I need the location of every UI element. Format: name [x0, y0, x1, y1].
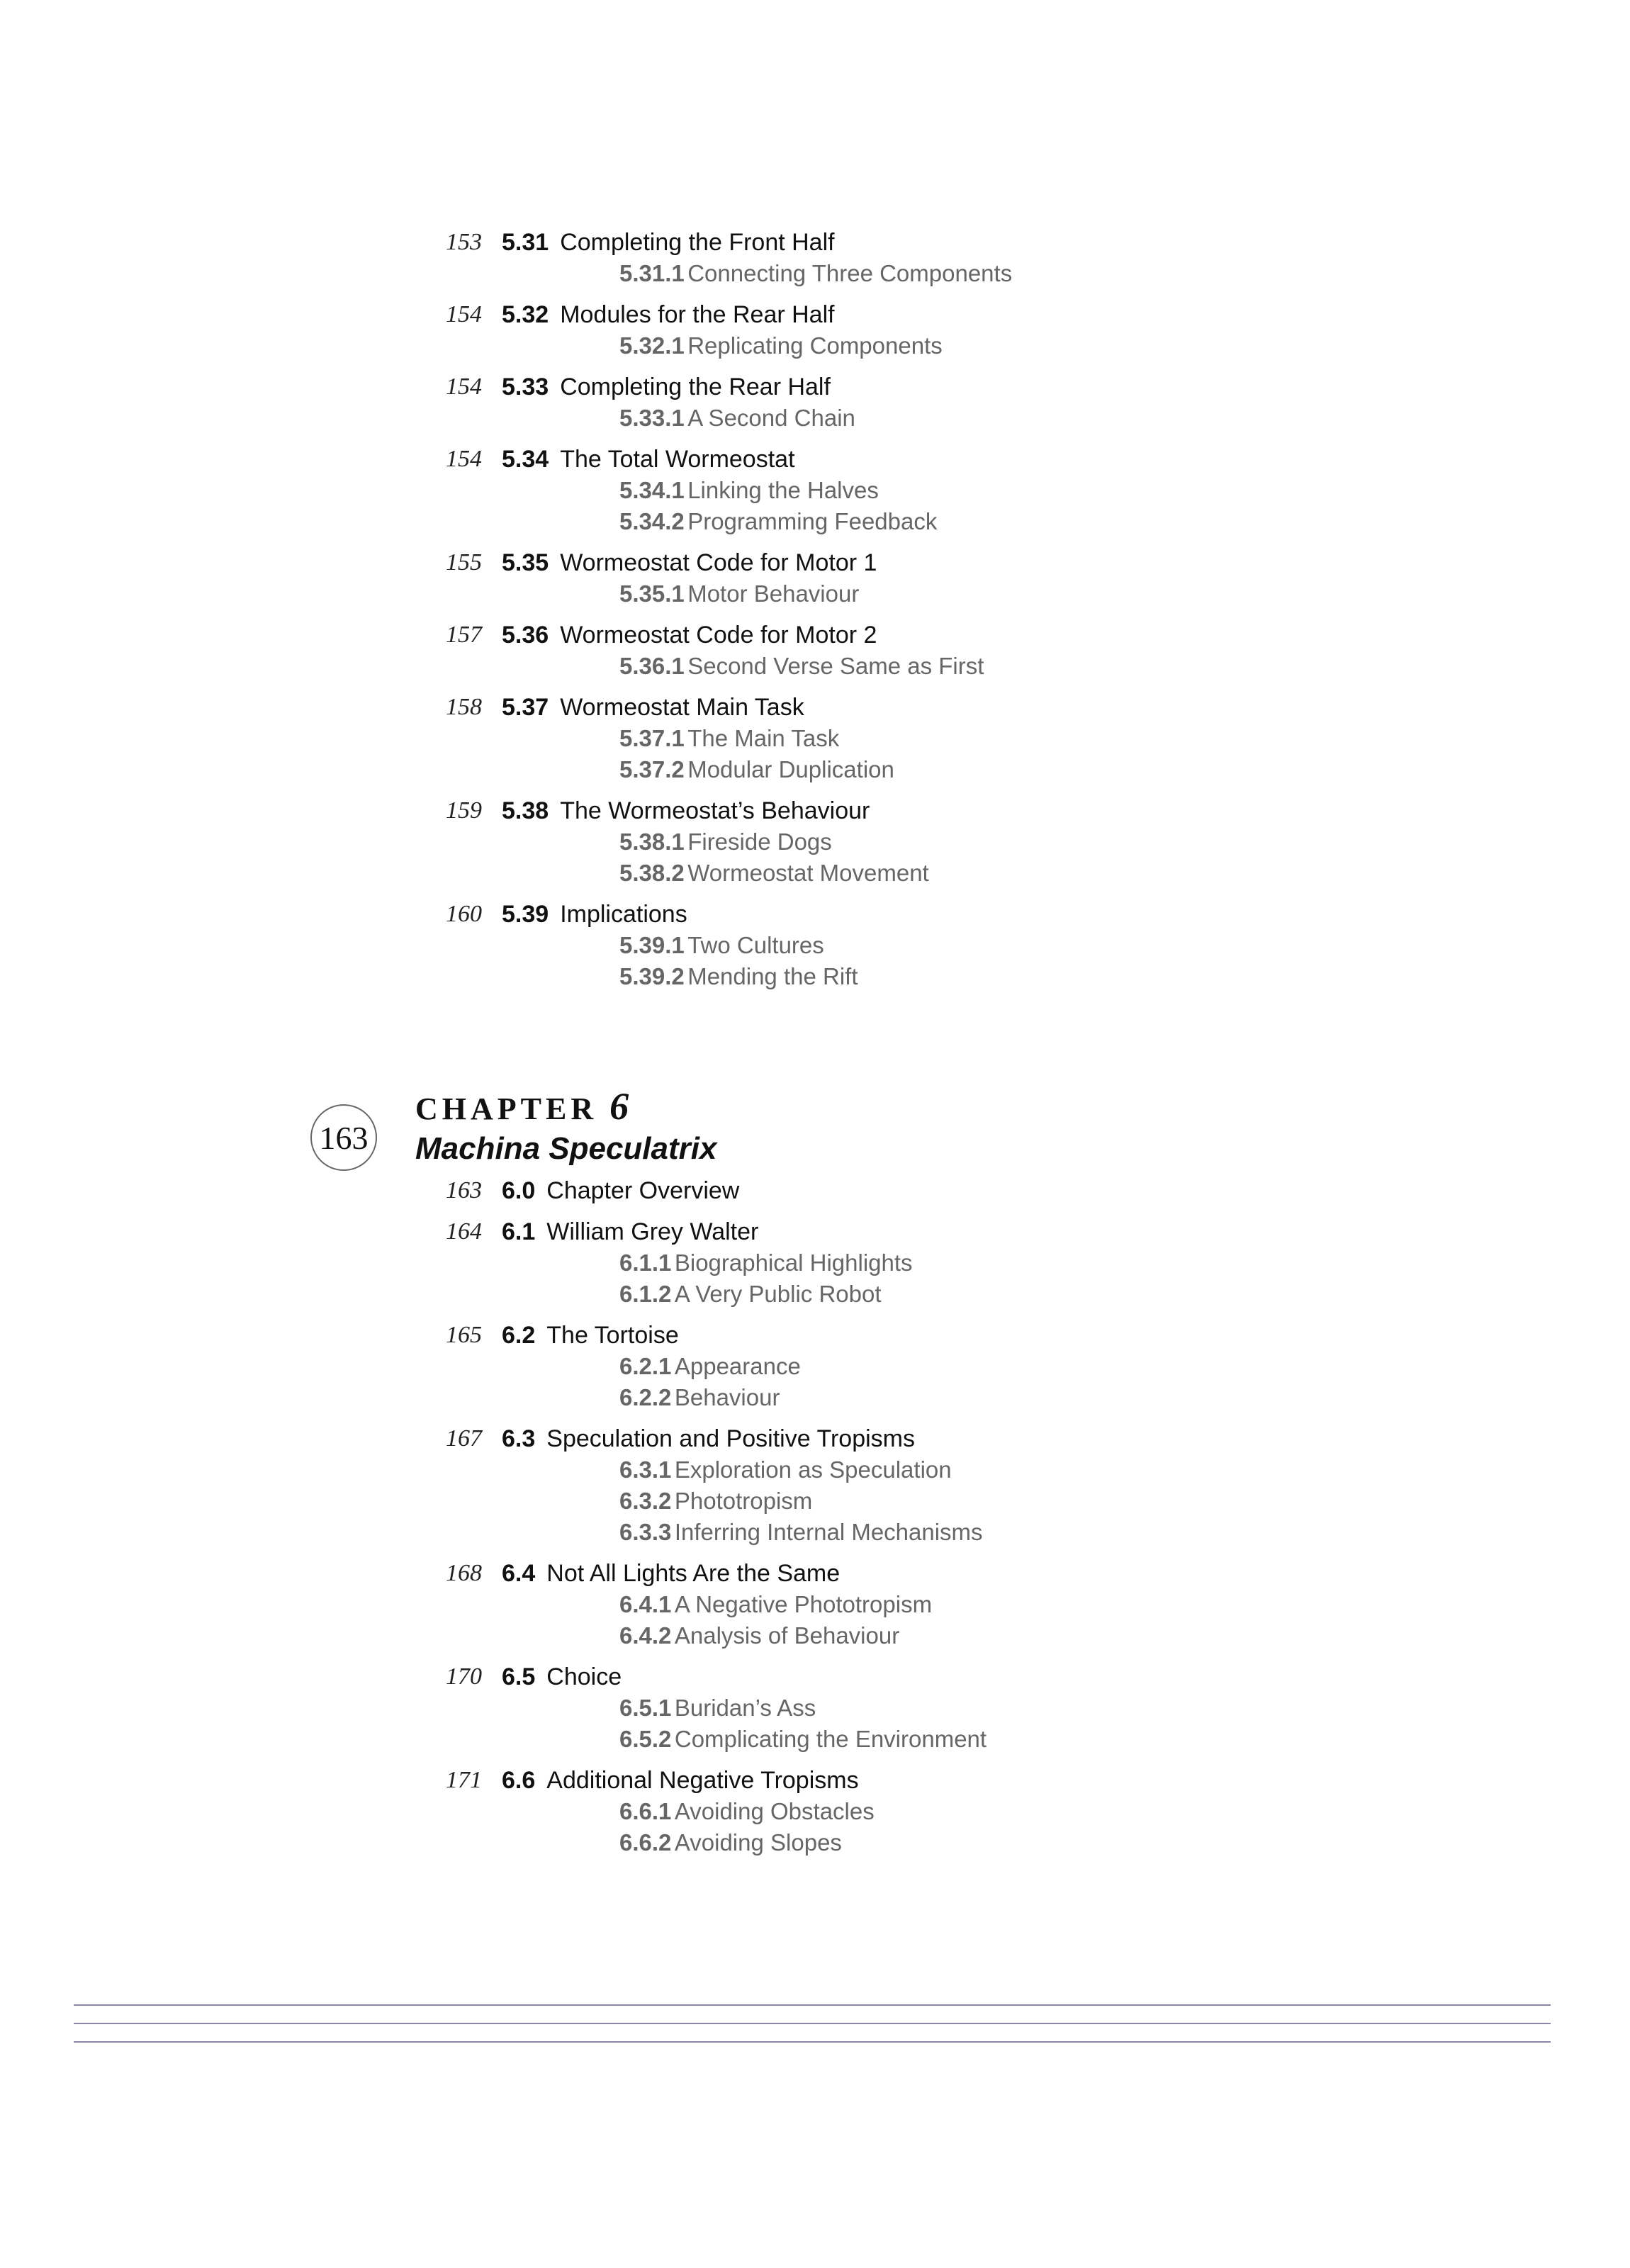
toc-section-number: 6.3	[502, 1425, 536, 1452]
footer-rule	[74, 2023, 1551, 2024]
toc-subsection-title: Connecting Three Components	[687, 260, 1013, 286]
chapter-page-badge	[310, 1104, 377, 1171]
toc-section-title-wrap	[546, 1216, 758, 1247]
toc-subsection-row[interactable]	[0, 1517, 1630, 1548]
toc-subsection-number: 6.2.1	[619, 1353, 672, 1379]
toc-subsection-title: Biographical Highlights	[674, 1250, 913, 1276]
toc-section-title: Implications	[560, 901, 687, 928]
toc-subsection-row[interactable]	[0, 1620, 1630, 1651]
toc-subsection-content	[619, 1827, 842, 1858]
toc-subsection-row[interactable]	[0, 403, 1630, 434]
toc-section-title-wrap	[560, 444, 794, 475]
toc-subsection-content	[619, 1796, 875, 1827]
toc-section-title-wrap	[560, 299, 834, 330]
toc-section-title-wrap	[546, 1558, 840, 1589]
toc-subsection-title: Inferring Internal Mechanisms	[674, 1519, 983, 1545]
toc-subsection-title: Exploration as Speculation	[674, 1456, 952, 1483]
toc-subsection-number: 6.3.3	[619, 1519, 672, 1545]
toc-subsection-content	[619, 826, 832, 858]
toc-section-title: Wormeostat Code for Motor 2	[560, 622, 877, 649]
chapter-heading	[415, 1084, 629, 1128]
toc-subsection-number: 6.5.1	[619, 1695, 672, 1721]
toc-section-title: Chapter Overview	[546, 1177, 740, 1204]
toc-subsection-row[interactable]	[0, 651, 1630, 682]
toc-page-number: 153	[446, 229, 482, 255]
toc-section-number: 5.34	[502, 446, 549, 473]
toc-entry	[0, 795, 1630, 889]
toc-section-title-wrap	[546, 1661, 622, 1692]
toc-entry	[0, 444, 1630, 537]
toc-subsection-title: Fireside Dogs	[687, 829, 832, 855]
toc-subsection-title: A Second Chain	[687, 405, 855, 431]
toc-entry	[0, 1661, 1630, 1755]
toc-section-title: Wormeostat Code for Motor 1	[560, 549, 877, 576]
toc-subsection-title: Replicating Components	[687, 332, 943, 359]
toc-page-number: 155	[446, 549, 482, 576]
toc-subsection-number: 5.37.2	[619, 756, 685, 782]
toc-section-title: Speculation and Positive Tropisms	[546, 1425, 915, 1452]
toc-subsection-content	[619, 1454, 952, 1486]
toc-subsection-title: Appearance	[674, 1353, 801, 1379]
toc-entry	[0, 1423, 1630, 1548]
toc-subsection-content	[619, 403, 855, 434]
toc-section-title-wrap	[560, 795, 870, 826]
toc-section-title: Choice	[546, 1663, 622, 1690]
toc-subsection-title: The Main Task	[687, 725, 840, 751]
toc-entry	[0, 371, 1630, 434]
toc-subsection-title: Modular Duplication	[687, 756, 894, 782]
toc-section-title: Modules for the Rear Half	[560, 301, 835, 328]
chapter-label: CHAPTER	[415, 1091, 598, 1126]
toc-subsection-number: 6.1.2	[619, 1281, 672, 1307]
toc-subsection-content	[619, 506, 937, 537]
toc-section-number: 5.31	[502, 229, 549, 256]
toc-subsection-title: A Very Public Robot	[674, 1281, 882, 1307]
toc-subsection-number: 5.34.2	[619, 508, 685, 534]
toc-section-number: 5.33	[502, 374, 549, 400]
toc-page-number: 154	[446, 301, 482, 327]
toc-subsection-content	[619, 723, 839, 754]
toc-section-row[interactable]	[0, 1423, 1630, 1454]
toc-subsection-number: 6.2.2	[619, 1384, 672, 1410]
toc-subsection-content	[619, 1517, 983, 1548]
toc-subsection-row[interactable]	[0, 723, 1630, 754]
toc-subsection-number: 6.3.1	[619, 1456, 672, 1483]
toc-section-number: 6.6	[502, 1767, 536, 1794]
toc-subsection-row[interactable]	[0, 578, 1630, 610]
toc-subsection-number: 5.35.1	[619, 580, 685, 607]
toc-subsection-number: 5.39.1	[619, 932, 685, 958]
toc-subsection-content	[619, 754, 894, 785]
toc-subsection-content	[619, 1382, 780, 1413]
toc-page-number: 157	[446, 622, 482, 648]
toc-subsection-number: 5.38.1	[619, 829, 685, 855]
toc-entry	[0, 299, 1630, 361]
toc-entry	[0, 692, 1630, 785]
toc-subsection-title: Complicating the Environment	[674, 1726, 987, 1752]
toc-subsection-content	[619, 475, 879, 506]
toc-subsection-number: 5.36.1	[619, 653, 685, 679]
toc-section-row[interactable]	[0, 1320, 1630, 1351]
toc-subsection-row[interactable]	[0, 258, 1630, 289]
toc-subsection-row[interactable]	[0, 1351, 1630, 1382]
toc-section-title-wrap	[560, 692, 804, 723]
toc-entry	[0, 547, 1630, 610]
toc-section-title-wrap	[560, 227, 834, 258]
toc-subsection-title: Avoiding Slopes	[674, 1829, 842, 1856]
toc-subsection-row[interactable]	[0, 1382, 1630, 1413]
toc-section-title: Completing the Rear Half	[560, 374, 831, 400]
toc-subsection-row[interactable]	[0, 1692, 1630, 1724]
toc-subsection-number: 5.34.1	[619, 477, 685, 503]
toc-page-number: 154	[446, 446, 482, 472]
toc-subsection-row[interactable]	[0, 1827, 1630, 1858]
toc-section-row[interactable]	[0, 899, 1630, 930]
toc-page-number: 170	[446, 1663, 482, 1690]
toc-page-number: 163	[446, 1177, 482, 1203]
toc-page-number: 171	[446, 1767, 482, 1793]
toc-section-row[interactable]	[0, 444, 1630, 475]
toc-subsection-row[interactable]	[0, 930, 1630, 961]
toc-page-number: 159	[446, 797, 482, 824]
toc-section-row[interactable]	[0, 1175, 1630, 1206]
toc-subsection-row[interactable]	[0, 1589, 1630, 1620]
toc-section-row[interactable]	[0, 227, 1630, 258]
toc-section-row[interactable]	[0, 547, 1630, 578]
toc-subsection-number: 6.4.1	[619, 1591, 672, 1617]
toc-subsection-row[interactable]	[0, 858, 1630, 889]
chapter-number: 6	[609, 1085, 629, 1128]
toc-entry	[0, 227, 1630, 289]
toc-subsection-row[interactable]	[0, 1724, 1630, 1755]
toc-subsection-number: 5.31.1	[619, 260, 685, 286]
toc-entry	[0, 1175, 1630, 1206]
toc-subsection-content	[619, 330, 943, 361]
toc-subsection-content	[619, 930, 824, 961]
toc-section-number: 6.5	[502, 1663, 536, 1690]
toc-section-title: Completing the Front Half	[560, 229, 835, 256]
toc-entry	[0, 619, 1630, 682]
toc-section-title: The Tortoise	[546, 1322, 679, 1349]
toc-subsection-number: 6.3.2	[619, 1488, 672, 1514]
toc-section-title: Additional Negative Tropisms	[546, 1767, 859, 1794]
toc-subsection-title: Programming Feedback	[687, 508, 938, 534]
toc-subsection-title: A Negative Phototropism	[674, 1591, 933, 1617]
toc-subsection-row[interactable]	[0, 1486, 1630, 1517]
toc-subsection-content	[619, 1692, 816, 1724]
toc-section-row[interactable]	[0, 619, 1630, 651]
toc-entry	[0, 899, 1630, 992]
toc-subsection-title: Second Verse Same as First	[687, 653, 984, 679]
toc-entry	[0, 1765, 1630, 1858]
toc-page-number: 160	[446, 901, 482, 927]
footer-rule	[74, 2004, 1551, 2006]
toc-subsection-number: 6.5.2	[619, 1726, 672, 1752]
toc-section-title-wrap	[560, 547, 877, 578]
toc-subsection-row[interactable]	[0, 475, 1630, 506]
toc-subsection-row[interactable]	[0, 1454, 1630, 1486]
toc-section-title-wrap	[546, 1320, 678, 1351]
toc-subsection-title: Analysis of Behaviour	[674, 1622, 900, 1649]
toc-subsection-title: Buridan’s Ass	[674, 1695, 816, 1721]
toc-subsection-content	[619, 578, 859, 610]
toc-subsection-content	[619, 1620, 899, 1651]
toc-section-title: The Wormeostat’s Behaviour	[560, 797, 870, 824]
toc-page-number: 167	[446, 1425, 482, 1452]
toc-section-number: 5.36	[502, 622, 549, 649]
toc-section-6	[0, 1175, 1630, 1868]
toc-section-title-wrap	[560, 371, 831, 403]
toc-section-number: 6.2	[502, 1322, 536, 1349]
toc-section-5	[0, 227, 1630, 1002]
toc-page-number: 154	[446, 374, 482, 400]
toc-page-number: 158	[446, 694, 482, 720]
toc-subsection-title: Behaviour	[674, 1384, 780, 1410]
toc-subsection-row[interactable]	[0, 1279, 1630, 1310]
toc-section-title-wrap	[546, 1765, 858, 1796]
chapter-title: Machina Speculatrix	[415, 1131, 717, 1166]
toc-section-title-wrap	[560, 899, 687, 930]
toc-section-row[interactable]	[0, 371, 1630, 403]
toc-subsection-content	[619, 1486, 812, 1517]
toc-section-number: 6.1	[502, 1218, 536, 1245]
toc-section-title: The Total Wormeostat	[560, 446, 795, 473]
toc-section-title-wrap	[546, 1423, 915, 1454]
toc-section-number: 5.32	[502, 301, 549, 328]
toc-subsection-content	[619, 1589, 932, 1620]
toc-subsection-title: Two Cultures	[687, 932, 824, 958]
toc-subsection-title: Phototropism	[674, 1488, 813, 1514]
toc-subsection-title: Avoiding Obstacles	[674, 1798, 875, 1824]
toc-subsection-number: 6.1.1	[619, 1250, 672, 1276]
toc-subsection-number: 6.6.2	[619, 1829, 672, 1856]
toc-section-row[interactable]	[0, 299, 1630, 330]
chapter-page-number: 163	[319, 1119, 369, 1156]
toc-subsection-title: Mending the Rift	[687, 963, 858, 989]
toc-subsection-content	[619, 1279, 882, 1310]
toc-section-number: 6.4	[502, 1560, 536, 1587]
toc-subsection-content	[619, 858, 929, 889]
toc-subsection-row[interactable]	[0, 1247, 1630, 1279]
toc-subsection-number: 6.4.2	[619, 1622, 672, 1649]
toc-subsection-number: 5.32.1	[619, 332, 685, 359]
toc-entry	[0, 1320, 1630, 1413]
toc-section-title: William Grey Walter	[546, 1218, 759, 1245]
toc-section-number: 6.0	[502, 1177, 536, 1204]
footer-rule	[74, 2041, 1551, 2043]
toc-page-number: 164	[446, 1218, 482, 1245]
toc-page-number: 165	[446, 1322, 482, 1348]
toc-subsection-row[interactable]	[0, 826, 1630, 858]
toc-subsection-title: Wormeostat Movement	[687, 860, 929, 886]
toc-section-title-wrap	[560, 619, 877, 651]
toc-subsection-row[interactable]	[0, 754, 1630, 785]
toc-entry	[0, 1216, 1630, 1310]
toc-subsection-content	[619, 961, 858, 992]
toc-section-number: 5.38	[502, 797, 549, 824]
toc-subsection-content	[619, 1724, 987, 1755]
toc-subsection-number: 6.6.1	[619, 1798, 672, 1824]
toc-subsection-number: 5.37.1	[619, 725, 685, 751]
toc-section-row[interactable]	[0, 795, 1630, 826]
toc-section-row[interactable]	[0, 1661, 1630, 1692]
toc-section-number: 5.39	[502, 901, 549, 928]
toc-section-row[interactable]	[0, 1765, 1630, 1796]
toc-section-title-wrap	[546, 1175, 739, 1206]
toc-page-number: 168	[446, 1560, 482, 1586]
toc-section-number: 5.35	[502, 549, 549, 576]
toc-subsection-content	[619, 1247, 913, 1279]
toc-subsection-row[interactable]	[0, 506, 1630, 537]
toc-subsection-number: 5.39.2	[619, 963, 685, 989]
toc-section-title: Wormeostat Main Task	[560, 694, 804, 721]
toc-subsection-row[interactable]	[0, 1796, 1630, 1827]
toc-subsection-title: Linking the Halves	[687, 477, 879, 503]
toc-subsection-row[interactable]	[0, 961, 1630, 992]
toc-section-row[interactable]	[0, 1558, 1630, 1589]
toc-subsection-content	[619, 651, 984, 682]
toc-subsection-number: 5.38.2	[619, 860, 685, 886]
toc-subsection-number: 5.33.1	[619, 405, 685, 431]
toc-entry	[0, 1558, 1630, 1651]
toc-section-title: Not All Lights Are the Same	[546, 1560, 841, 1587]
toc-subsection-title: Motor Behaviour	[687, 580, 860, 607]
toc-section-number: 5.37	[502, 694, 549, 721]
toc-subsection-content	[619, 1351, 801, 1382]
toc-subsection-content	[619, 258, 1012, 289]
toc-section-row[interactable]	[0, 1216, 1630, 1247]
toc-section-row[interactable]	[0, 692, 1630, 723]
toc-subsection-row[interactable]	[0, 330, 1630, 361]
